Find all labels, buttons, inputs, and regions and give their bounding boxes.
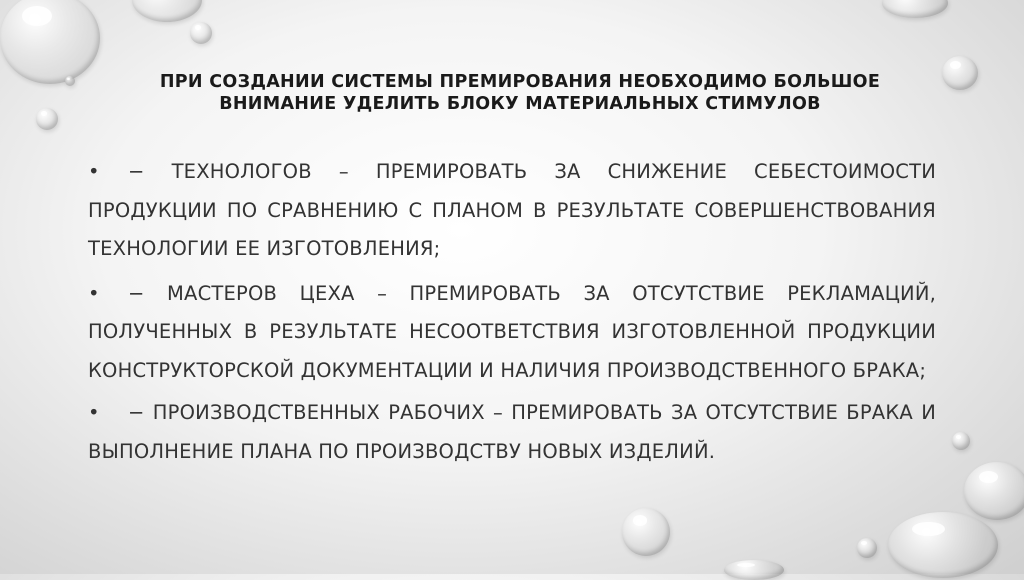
water-drop-decoration xyxy=(65,76,75,86)
list-item xyxy=(88,394,936,471)
title-line-1: ПРИ СОЗДАНИИ СИСТЕМЫ ПРЕМИРОВАНИЯ НЕОБХОДИМО БОЛЬШОЕ xyxy=(159,72,881,92)
title-line-2: ВНИМАНИЕ УДЕЛИТЬ БЛОКУ МАТЕРИАЛЬНЫХ СТИМУЛОВ xyxy=(219,94,821,114)
bullet-marker: • xyxy=(88,401,100,424)
bullet-marker: • xyxy=(88,281,100,305)
water-drop-decoration xyxy=(0,0,100,84)
water-drop-decoration xyxy=(942,56,978,90)
water-drop-decoration xyxy=(36,108,58,130)
bullet-list xyxy=(88,153,936,471)
water-drop-decoration xyxy=(952,432,970,450)
water-drop-decoration xyxy=(724,560,784,580)
list-item-text: − ПРОИЗВОДСТВЕННЫХ РАБОЧИХ – ПРЕМИРОВАТЬ ЗА ОТСУТСТВИЕ БРАКА И ВЫПОЛНЕНИЕ ПЛАНА ПО ПРОИЗВОДСТВУ НОВЫХ ИЗДЕЛИЙ. xyxy=(88,401,936,463)
bullet-marker: • xyxy=(88,160,100,183)
water-drop-decoration xyxy=(882,0,948,18)
list-item xyxy=(88,153,936,269)
water-drop-decoration xyxy=(190,22,212,44)
water-drop-decoration xyxy=(964,462,1024,520)
water-drop-decoration xyxy=(622,508,670,556)
water-drop-decoration xyxy=(888,512,998,578)
slide-title xyxy=(120,71,920,115)
water-drop-decoration xyxy=(857,538,877,558)
list-item-text: − МАСТЕРОВ ЦЕХА – ПРЕМИРОВАТЬ ЗА ОТСУТСТВИЕ РЕКЛАМАЦИЙ, ПОЛУЧЕННЫХ В РЕЗУЛЬТАТЕ НЕСООТВЕТСТВИЯ ИЗГОТОВЛЕННОЙ ПРОДУКЦИИ КОНСТРУКТОРСКОЙ ДОКУМЕНТАЦИИ И НАЛИЧИЯ ПРОИЗВОДСТВЕННОГО БРАКА; xyxy=(88,281,936,382)
list-item xyxy=(88,275,936,391)
list-item-text: − ТЕХНОЛОГОВ – ПРЕМИРОВАТЬ ЗА СНИЖЕНИЕ СЕБЕСТОИМОСТИ ПРОДУКЦИИ ПО СРАВНЕНИЮ С ПЛАНОМ В РЕЗУЛЬТАТЕ СОВЕРШЕНСТВОВАНИЯ ТЕХНОЛОГИИ ЕЕ ИЗГОТОВЛЕНИЯ; xyxy=(88,160,936,260)
water-drop-decoration xyxy=(132,0,202,22)
